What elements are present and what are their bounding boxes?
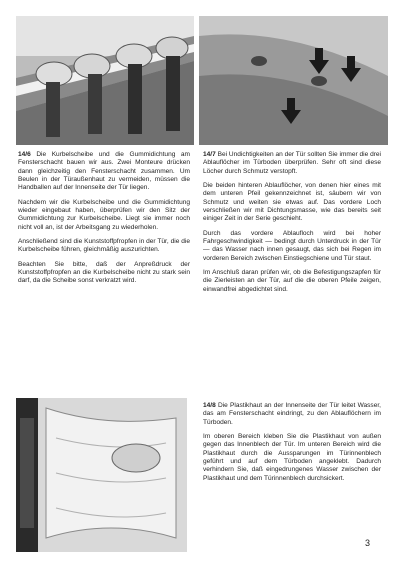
section-14-8 <box>203 402 381 489</box>
section-14-7 <box>203 151 381 300</box>
photo-door-plastic-sheet <box>16 398 187 552</box>
section-number: 14/6 <box>18 151 31 158</box>
paragraph-text: Bei Undichtigkeiten an der Tür sollten Sie immer die drei Ablauflöcher im Türboden überprüfen. Sehr oft sind diese Löcher durch Schmutz verstopft. <box>203 151 381 175</box>
page-number: 3 <box>364 538 370 548</box>
section-14-6 <box>18 151 190 292</box>
section-number: 14/7 <box>203 151 216 158</box>
section-14-8-paragraph-2: Im oberen Bereich kleben Sie die Plastikhaut von außen gegen das Innenblech der Tür. Im unteren Bereich wird die Plastikhaut durch die Aussparungen im Türinnenblech geführt und auf dem Türboden angeklebt. Dadurch verhindern Sie, daß eingedrungenes Wasser zwischen der Plastikhaut und dem Türinnenblech durchsickert. <box>203 433 381 482</box>
section-14-6-paragraph-1 <box>18 151 190 193</box>
photo-window-channel-illustration <box>16 16 194 145</box>
photo-door-drain-holes-illustration <box>199 16 388 145</box>
section-14-7-paragraph-2: Die beiden hinteren Ablauflöcher, von denen hier eines mit dem unteren Pfeil gekennzeichnet ist, säubern wir von Schmutz und weiten sie etwas auf. Das vordere Loch verschließen wir mit Dichtungsmasse, wie das bereits seit einiger Zeit in der Serie geschieht. <box>203 182 381 223</box>
photo-window-channel <box>16 16 194 145</box>
section-14-6-paragraph-3: Anschließend sind die Kunststoffpfropfen in der Tür, die die Kurbelscheibe führen, gleichmäßig auszurichten. <box>18 238 190 254</box>
paragraph-text: Die Plastikhaut an der Innenseite der Tür leitet Wasser, das am Fensterschacht eindringt, zu den Ablauflöchern im Türboden. <box>203 402 381 426</box>
section-14-8-paragraph-1 <box>203 402 381 427</box>
section-14-7-paragraph-4: Im Anschluß daran prüfen wir, ob die Befestigungszapfen für die Zierleisten an der Tür, auf die die oberen Pfeile zeigen, einwandfrei abgedichtet sind. <box>203 269 381 293</box>
photo-door-drain-holes <box>199 16 388 145</box>
section-number: 14/8 <box>203 402 216 409</box>
paragraph-text: Die Kurbelscheibe und die Gummidichtung am Fensterschacht bauen wir aus. Zwei Monteure drücken dann gleichzeitig den Fensterschacht zusammen. Um Beulen in der Türaußenhaut zu vermeiden, müssen die Handballen auf der Innenseite der Tür liegen. <box>18 151 190 192</box>
section-14-7-paragraph-1 <box>203 151 381 176</box>
section-14-6-paragraph-2: Nachdem wir die Kurbelscheibe und die Gummidichtung wieder eingebaut haben, überprüfen wir den Sitz der Gummidichtung zur Kurbelscheibe. Liegt sie immer noch nicht voll an, ist der Arbeitsgang zu wiederholen. <box>18 198 190 231</box>
photo-door-plastic-sheet-illustration <box>16 398 187 552</box>
section-14-7-paragraph-3: Durch das vordere Ablaufloch wird bei hoher Fahrgeschwindigkeit — bedingt durch Unterdruck in der Tür — das Wasser nach innen gesaugt, das sich bei Regen im vorderen Bereich zwischen Einstiegschiene und Tür staut. <box>203 229 381 262</box>
section-14-6-paragraph-4: Beachten Sie bitte, daß der Anpreßdruck der Kunststoffpfropfen an die Kurbelscheibe nicht zu stark sein darf, da die Scheibe sonst verkratzt wird. <box>18 260 190 285</box>
